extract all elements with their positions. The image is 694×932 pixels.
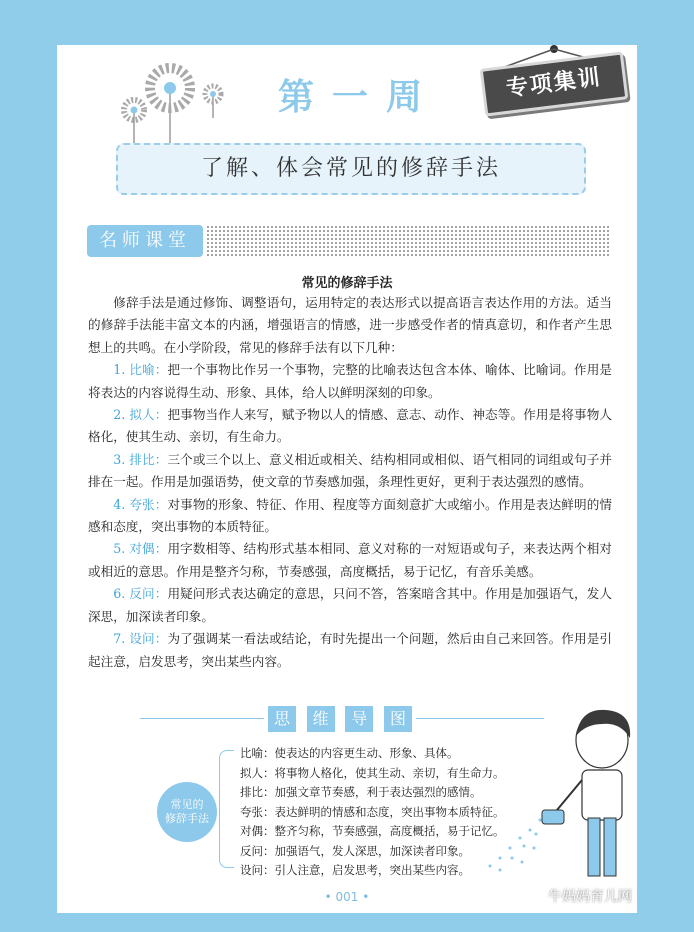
article-body xyxy=(88,292,612,673)
term-label: 4. 夸张： xyxy=(113,496,168,512)
mindmap-branch: 对偶：整齐匀称，节奏感强，高度概括，易于记忆。 xyxy=(240,824,505,838)
flower-decoration xyxy=(115,58,235,148)
badge-label: 专项集训 xyxy=(480,51,629,116)
dotted-divider xyxy=(206,225,610,257)
water-drops-decoration xyxy=(460,800,550,880)
list-item xyxy=(88,449,612,494)
term-label: 7. 设问： xyxy=(113,631,168,647)
watermark: 牛妈妈育儿网 xyxy=(548,889,632,905)
term-text: 用字数相等、结构形式基本相同、意义对称的一对短语或句子，来表达两个相对或相近的意思。作用是整齐匀称，节奏感强，高度概括，易于记忆，有音乐美感。 xyxy=(88,541,612,579)
mindmap-branch: 排比：加强文章节奏感，利于表达强烈的感情。 xyxy=(240,785,482,799)
term-text: 把事物当作人来写，赋予物以人的情感、意志、动作、神态等。作用是将事物人格化，使其生动、亲切，有生命力。 xyxy=(88,407,612,445)
intro-paragraph: 修辞手法是通过修饰、调整语句，运用特定的表达形式以提高语言表达作用的方法。适当的修辞手法能丰富文本的内涵，增强语言的情感，进一步感受作者的情真意切，和作者产生思想上的共鸣。在小学阶段，常见的修辞手法有以下几种： xyxy=(88,295,612,355)
mindmap-branch: 拟人：将事物人格化，使其生动、亲切，有生命力。 xyxy=(240,765,505,780)
mindmap-branch: 反问：加强语气，发人深思，加深读者印象。 xyxy=(240,843,470,858)
mindmap-center xyxy=(157,782,217,842)
mindmap-title-char: 导 xyxy=(345,706,373,732)
term-text: 对事物的形象、特征、作用、程度等方面刻意扩大或缩小。作用是表达鲜明的情感和态度，突出事物的本质特征。 xyxy=(88,496,612,535)
term-text: 三个或三个以上、意义相近或相关、结构相同或相似、语气相同的词组或句子并排在一起。作用是加强语势，使文章的节奏感加强，条理性更好，更利于表达强烈的感情。 xyxy=(88,451,612,490)
term-label: 6. 反问： xyxy=(113,586,168,602)
page-number: • 001 • xyxy=(324,890,370,904)
mindmap-branch: 比喻：使表达的内容更生动、形象、具体。 xyxy=(240,746,459,760)
list-item xyxy=(88,359,612,404)
term-text: 把一个事物比作另一个事物，完整的比喻表达包含本体、喻体、比喻词。作用是将表达的内容说得生动、形象、具体，给人以鲜明深刻的印象。 xyxy=(88,362,612,400)
mindmap-branch: 夸张：表达鲜明的情感和态度，突出事物本质特征。 xyxy=(240,804,505,819)
article-title: 常见的修辞手法 xyxy=(301,276,393,291)
list-item xyxy=(88,404,612,449)
term-label: 1. 比喻： xyxy=(113,362,168,378)
term-text: 用疑问形式表达确定的意思，只问不答，答案暗含其中。作用是加强语气，发人深思，加深读者印象。 xyxy=(88,586,612,624)
list-item xyxy=(88,494,612,539)
mindmap-rule-right xyxy=(416,718,544,719)
week-title: 第一周 xyxy=(277,77,440,118)
mindmap-bracket xyxy=(219,750,234,868)
mindmap-title xyxy=(268,706,412,732)
mindmap-rule-left xyxy=(140,718,264,719)
section-label: 名师课堂 xyxy=(87,225,203,257)
page-subtitle: 了解、体会常见的修辞手法 xyxy=(116,143,586,195)
mindmap-branch: 设问：引人注意，启发思考，突出某些内容。 xyxy=(240,863,470,877)
term-label: 2. 拟人： xyxy=(113,407,168,423)
list-item xyxy=(88,538,612,583)
mindmap-center-label: 常见的 修辞手法 xyxy=(165,798,209,825)
term-label: 3. 排比： xyxy=(113,451,168,467)
mindmap-title-char: 图 xyxy=(384,706,412,732)
boy-illustration xyxy=(540,700,650,890)
list-item xyxy=(88,583,612,628)
mindmap-title-char: 思 xyxy=(268,706,296,732)
term-label: 5. 对偶： xyxy=(113,541,168,557)
badge-sign xyxy=(476,44,636,124)
term-text: 为了强调某一看法或结论，有时先提出一个问题，然后由自己来回答。作用是引起注意，启发思考，突出某些内容。 xyxy=(88,631,612,669)
mindmap-title-char: 维 xyxy=(307,706,335,732)
list-item xyxy=(88,628,612,673)
